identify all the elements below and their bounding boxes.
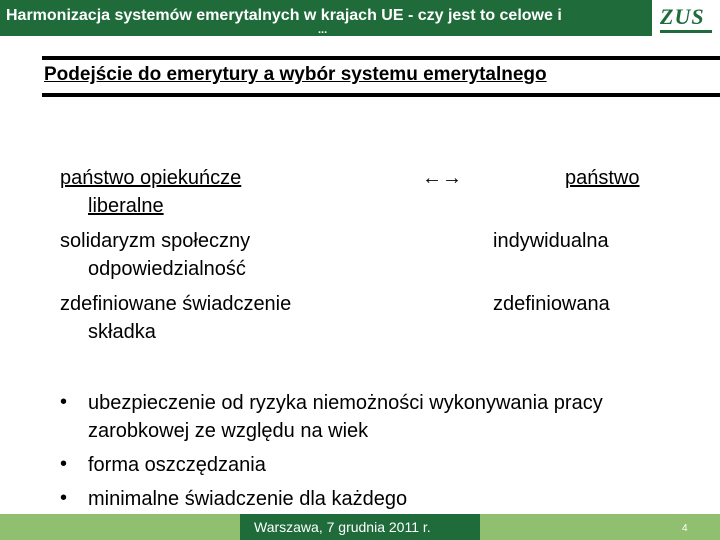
comparison-left-2-line1: solidaryzm społeczny — [60, 230, 251, 252]
subtitle-top-rule — [42, 56, 720, 60]
bullet-1-line1: ubezpieczenie od ryzyka niemożności wykonywania pracy — [88, 392, 603, 414]
page-number: 4 — [682, 523, 688, 534]
header-bar — [0, 0, 720, 36]
comparison-left-1-line2: liberalne — [88, 195, 164, 217]
comparison-left-2-line2: odpowiedzialność — [88, 258, 246, 280]
header-title-continuation: ... — [318, 24, 328, 36]
bullet-2: forma oszczędzania — [88, 454, 266, 476]
bullet-icon: • — [60, 391, 68, 413]
zus-logo-text: ZUS — [660, 4, 705, 29]
comparison-left-1-line1: państwo opiekuńcze — [60, 167, 242, 189]
subtitle-bottom-rule — [42, 93, 720, 97]
slide-subtitle: Podejście do emerytury a wybór systemu emerytalnego — [44, 64, 547, 85]
bullet-icon: • — [60, 453, 68, 475]
comparison-right-1: państwo — [565, 167, 640, 189]
header-title: Harmonizacja systemów emerytalnych w krajach UE - czy jest to celowe i — [6, 7, 562, 24]
footer-date: Warszawa, 7 grudnia 2011 r. — [254, 519, 431, 535]
bullet-icon: • — [60, 487, 68, 509]
bullet-1-line2: zarobkowej ze względu na wiek — [88, 420, 369, 442]
zus-logo-underline — [660, 30, 712, 33]
double-arrow-icon: ←→ — [422, 167, 462, 189]
comparison-left-3-line2: składka — [88, 321, 156, 343]
zus-logo — [652, 0, 720, 36]
comparison-right-2: indywidualna — [493, 230, 609, 252]
bullet-3: minimalne świadczenie dla każdego — [88, 488, 408, 510]
comparison-left-3-line1: zdefiniowane świadczenie — [60, 293, 292, 315]
comparison-right-3: zdefiniowana — [493, 293, 610, 315]
